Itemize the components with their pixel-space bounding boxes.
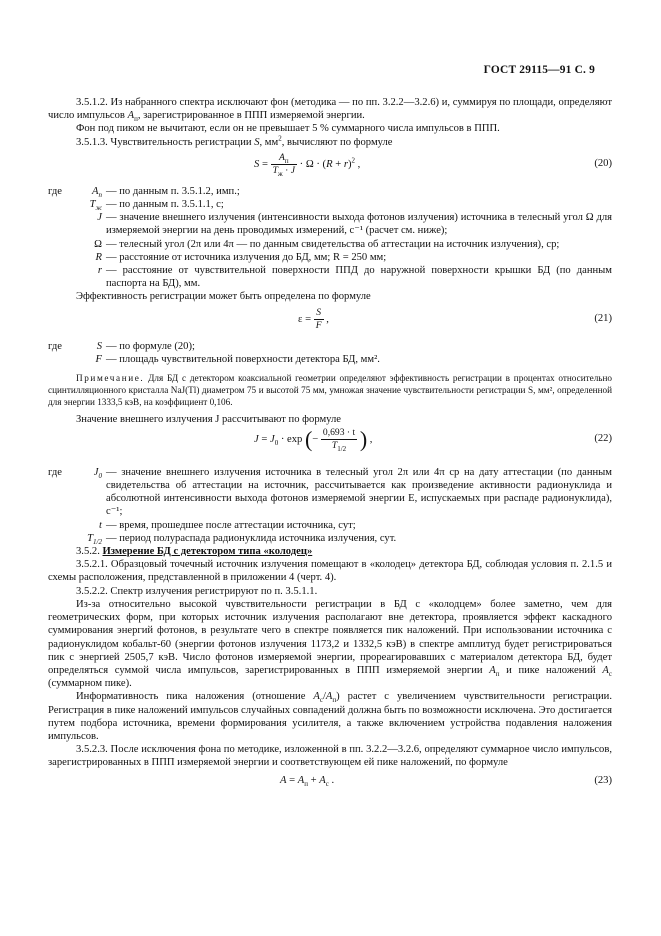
definition-row xyxy=(48,264,612,290)
formula-21-fraction: $\frac{S}{F}$ xyxy=(315,306,322,331)
paragraph-3-5-2-3: 3.5.2.3. После исключения фона по методике, изложенной в пп. 3.2.2—3.2.6, определяют суммарное число импульсов, зарегистрированных в ППП измеряемой энергии и соответствующем ей пике наложений, по формуле xyxy=(48,744,612,769)
formula-22-fraction: $\frac{0,693 \cdot t}{T_{1/2}}$ xyxy=(322,426,356,453)
definition-text: — по данным п. 3.5.1.2, имп.; xyxy=(106,185,240,197)
definition-symbol: t xyxy=(99,519,102,531)
definition-symbol: Ω xyxy=(94,238,102,250)
definition-row xyxy=(48,340,612,353)
where-label: где xyxy=(48,466,62,478)
definition-row xyxy=(48,353,612,366)
formula-22-number: (22) xyxy=(594,432,612,444)
definition-text: — площадь чувствительной поверхности детектора БД, мм². xyxy=(106,353,380,365)
definitions-21 xyxy=(48,340,612,366)
formula-22 xyxy=(48,426,612,466)
paragraph-background: Фон под пиком не вычитают, если он не превышает 5 % суммарного числа импульсов в ППП. xyxy=(76,123,500,135)
definition-row xyxy=(48,198,612,211)
definition-row xyxy=(48,185,612,198)
paragraph-cascade: Из-за относительно высокой чувствительности регистрации в БД с «колодцем» более заметно, чем для геометрических форм, при которых источник излучения располагают вне детектора, проявляется эффект каскадного суммирования энергий фотонов, в результате чего в спектре появляется пик наложений. При использовании источника с радионуклидом кобальт-60 (энергии фотонов излучения 1173,2 и 1332,5 кэВ) в спектре амплитуд будет регистрироваться пик с энергией 2505,7 кэВ. Число фотонов измеряемой энергии, прореагировавших с материалом детектора БД, будет определяться суммой числа импульсов, зарегистрированных в ППП измеряемой энергии $A_п$ и пике наложений $A_с$ (суммарном пике). xyxy=(48,598,612,690)
paragraph-informativeness: Информативность пика наложения (отношение $A_с/A_п$) растет с увеличением чувствительности регистрации. Регистрация в пике наложений импульсов случайных совпадений должна быть по возможности исключена. Это достигается путем подбора источника, времени формирования усилителя, а также включением устройства подавления наложения импульсов. xyxy=(48,691,612,742)
definition-text: — по формуле (20); xyxy=(106,340,195,352)
where-label: где xyxy=(48,185,62,197)
definition-row xyxy=(48,211,612,237)
definition-symbol: r xyxy=(97,265,102,277)
definitions-20 xyxy=(48,185,612,291)
formula-23-expression: $A = A_п + A_с$ . xyxy=(280,774,335,788)
definition-text: — телесный угол (2π или 4π — по данным свидетельства об аттестации на источник излучения), ср; xyxy=(106,238,560,250)
formula-23-number: (23) xyxy=(594,774,612,786)
definition-symbol: F xyxy=(95,353,102,365)
note-text: Для БД с детектором коаксиальной геометрии определяют эффективность регистрации в процентах относительно сцинтилляционного кристалла NaJ(Tl) диаметром 75 и высотой 75 мм, умножая значение чувствительности регистрации S, мм², определенной для энергии 1333,5 кэВ, на коэффициент 0,106. xyxy=(48,373,613,408)
page-header: ГОСТ 29115—91 С. 9 xyxy=(483,64,595,76)
definition-symbol: $A_п$ xyxy=(92,185,102,199)
definition-row xyxy=(48,238,612,251)
formula-20-fraction: $\frac{A_п}{T_ж \cdot J}$ xyxy=(272,151,296,178)
paragraph-external-radiation: Значение внешнего излучения J рассчитывают по формуле xyxy=(76,413,341,425)
definition-text: — расстояние от источника излучения до БД, мм; R = 250 мм; xyxy=(106,251,387,263)
note-label: Примечание. xyxy=(76,373,145,384)
definitions-22 xyxy=(48,466,612,545)
definition-symbol: S xyxy=(96,340,102,352)
paragraph-3-5-1-2: 3.5.1.2. Из набранного спектра исключают фон (методика — по пп. 3.2.2—3.2.6) и, суммируя по площади, определяют число импульсов $A_п$, зарегистрированное в ППП измеряемой энергии. xyxy=(48,97,612,124)
section-3-5-2-title: 3.5.2. Измерение БД с детектором типа «колодец» xyxy=(76,546,313,558)
definition-row xyxy=(48,466,612,519)
formula-21 xyxy=(48,304,612,340)
note-block xyxy=(48,372,612,409)
paragraph-efficiency: Эффективность регистрации может быть определена по формуле xyxy=(76,291,371,303)
definition-text: — значение внешнего излучения (интенсивности выхода фотонов излучения) источника в телесный угол Ω для измеряемой энергии на день проводимых измерений, с⁻¹ (расчет см. ниже); xyxy=(106,212,612,237)
paragraph-3-5-2-1: 3.5.2.1. Образцовый точечный источник излучения помещают в «колодец» детектора БД, соблюдая условия п. 2.1.5 и схемы расположения, представленной в приложении 4 (черт. 4). xyxy=(48,559,612,584)
definition-text: — время, прошедшее после аттестации источника, сут; xyxy=(106,519,356,531)
definition-row xyxy=(48,251,612,264)
definition-row xyxy=(48,519,612,532)
definition-text: — значение внешнего излучения источника в телесный угол 2π или 4π ср на дату аттестации (по данным свидетельства об аттестации на источник, рассчитывается как произведение активности радионуклида и абсолютной интенсивности выхода фотонов измеряемой энергии E, испускаемых при распаде радионуклида), с⁻¹; xyxy=(106,466,612,518)
definition-text: — период полураспада радионуклида источника излучения, сут. xyxy=(106,532,397,544)
definition-symbol: $J_0$ xyxy=(93,466,102,480)
definition-symbol: J xyxy=(97,212,102,224)
definition-text: — расстояние от чувствительной поверхности ППД до наружной поверхности крышки БД (по данным паспорта на БД), мм. xyxy=(106,265,612,290)
formula-22-expression: $J = J_0 \cdot \exp$ (− $\frac{0,693 \cdot t}{T_{1/2}}$ ) , xyxy=(254,426,373,453)
formula-21-expression: ε = $\frac{S}{F}$ , xyxy=(298,306,329,331)
where-label: где xyxy=(48,340,62,352)
definition-text: — по данным п. 3.5.1.1, с; xyxy=(106,199,224,211)
formula-20-expression: S = $\frac{A_п}{T_ж \cdot J}$ · $\Omega \cdot (R + r)^2$ , xyxy=(254,151,361,178)
definition-row xyxy=(48,532,612,545)
formula-21-number: (21) xyxy=(594,312,612,324)
formula-20 xyxy=(48,149,612,185)
paragraph-3-5-2-2: 3.5.2.2. Спектр излучения регистрируют по п. 3.5.1.1. xyxy=(76,585,318,597)
definition-symbol: $T_{1/2}$ xyxy=(87,532,102,546)
paragraph-3-5-1-3: 3.5.1.3. Чувствительность регистрации S, $мм^2$, вычисляют по формуле xyxy=(76,134,393,148)
definition-symbol: $T_ж$ xyxy=(89,199,102,213)
formula-23 xyxy=(48,770,612,794)
formula-20-number: (20) xyxy=(594,157,612,169)
definition-symbol: R xyxy=(95,251,102,263)
page-content xyxy=(48,96,612,794)
